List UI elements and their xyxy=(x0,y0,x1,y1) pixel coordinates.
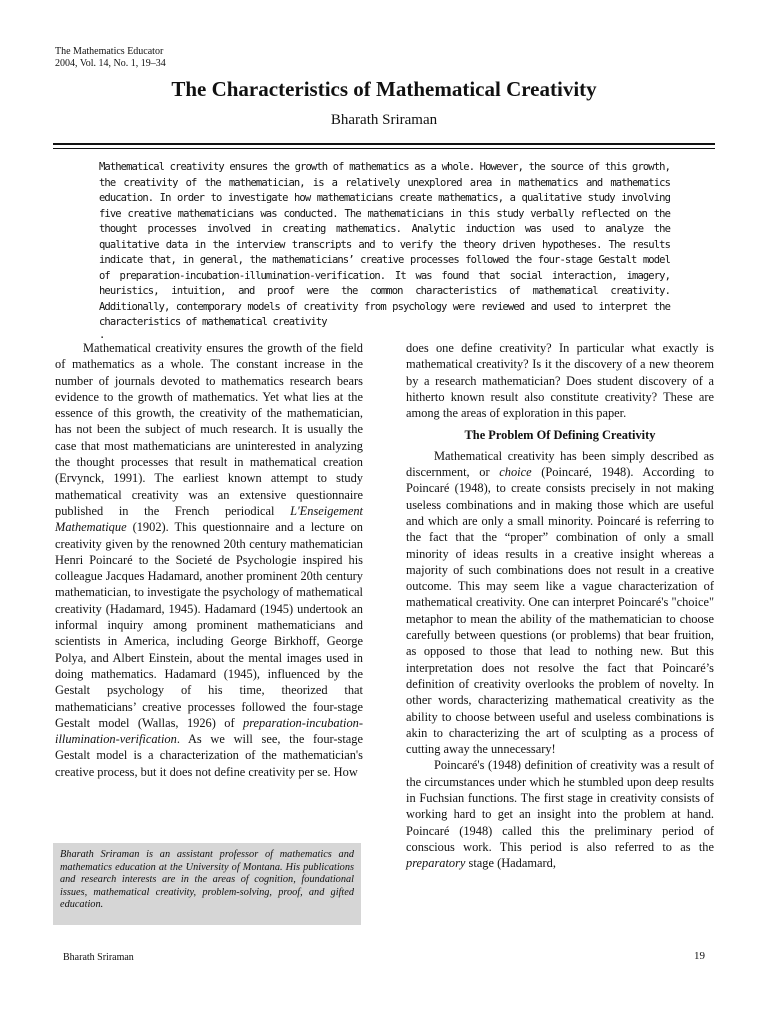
journal-header xyxy=(55,46,166,70)
journal-name: The Mathematics Educator xyxy=(55,46,164,57)
header-rule-thick xyxy=(53,143,715,145)
definition-text-a: Mathematical creativity has been simply described as discernment, or xyxy=(406,448,714,480)
definition-text-b: (Poincaré, 1948). According to Poincaré (1948), to create consists precisely in not making useless combinations and in making those which are useful and which are only a small minority. Poincaré is referring to the fact that the “proper” combination of only a small minority of ideas results in a creative insight whereas a majority of such combinations does not result in a creative outcome. This may seem like a vague characterization of mathematical creativity. One can interpret Poincaré's "choice" metaphor to mean the ability of the mathematician to choose carefully between questions (or problems) that bear fruition, as opposed to those that lead to nothing new. But this interpretation does not resolve the fact that Poincaré’s definition of creativity overlooks the problem of novelty. In other words, characterizing mathematical creativity as the ability to choose between useful and useless combinations is akin to characterizing the art of sculpting as a process of cutting away the unnecessary! xyxy=(406,465,714,757)
preparatory-term: preparatory xyxy=(406,856,466,871)
poincare-text-b: stage (Hadamard, xyxy=(465,856,556,871)
author-bio-box: Bharath Sriraman is an assistant professor of mathematics and mathematics education at the University of Montana. His publications and research interests are in the areas of cognition, foundational issues, mathematical creativity, problem-solving, proof, and gifted education. xyxy=(53,843,361,925)
article-author: Bharath Sriraman xyxy=(330,112,438,128)
continued-paragraph: does one define creativity? In particular what exactly is mathematical creativity? Is it the discovery of a new theorem by a research mathematician? Does student discovery of a hitherto known result also constitute creativity? These are among the areas of exploration in this paper. xyxy=(406,341,714,421)
left-column xyxy=(55,340,363,780)
section-heading: The Problem Of Defining Creativity xyxy=(464,428,656,443)
journal-citation: L'Enseigement Mathematique xyxy=(55,503,363,535)
right-column xyxy=(406,340,714,872)
poincare-text-a: Poincaré's (1948) definition of creativity was a result of the circumstances under which he stumbled upon deep results in Fuchsian functions. The first stage in creativity consists of working hard to get an insight into the problem at hand. Poincaré (1948) called this the preliminary period of conscious work. This period is also referred to as the xyxy=(406,758,714,854)
footer-author: Bharath Sriraman xyxy=(63,952,134,963)
gestalt-model-term: preparation-incubation-illumination-verification xyxy=(55,715,363,747)
abstract-trailing-dot: . xyxy=(99,328,105,341)
definition-paragraph xyxy=(406,448,714,758)
intro-paragraph xyxy=(55,340,363,780)
choice-term: choice xyxy=(499,465,532,480)
article-title: The Characteristics of Mathematical Creativity xyxy=(171,77,597,101)
page-number: 19 xyxy=(694,950,705,962)
journal-volume: 2004, Vol. 14, No. 1, 19–34 xyxy=(55,58,166,69)
intro-text-a: Mathematical creativity ensures the growth of the field of mathematics as a whole. The constant increase in the number of journals devoted to mathematics research bears evidence to the growth of mathematics. Yet what lies at the essence of this growth, the creativity of the mathematician, has not been the subject of much research. It is usually the case that most mathematicians are uninterested in analyzing the thought processes that result in mathematical creation (Ervynck, 1991). The earliest known attempt to study mathematical creativity was an extensive questionnaire published in the French periodical xyxy=(55,341,363,518)
header-rule-thin xyxy=(53,148,715,149)
abstract xyxy=(99,160,670,339)
poincare-paragraph xyxy=(406,757,714,871)
abstract-text: Mathematical creativity ensures the growth of mathematics as a whole. However, the source of this growth, the creativity of the mathematician, is a relatively unexplored area in mathematics and mathematics education. In order to investigate how mathematicians create mathematics, a qualitative study involving five creative mathematicians was conducted. The mathematicians in this study verbally reflected on the thought processes involved in creating mathematics. Analytic induction was used to analyze the qualitative data in the interview transcripts and to verify the theory driven hypotheses. The results indicate that, in general, the mathematicians’ creative processes followed the four-stage Gestalt model of preparation-incubation-illumination-verification. It was found that social interaction, imagery, heuristics, intuition, and proof were the common characteristics of mathematical creativity. Additionally, contemporary models of creativity from psychology were reviewed and used to interpret the characteristics of mathematical creativity xyxy=(99,161,670,328)
intro-text-b: (1902). This questionnaire and a lecture on creativity given by the renowned 20th century mathematician Henri Poincaré to the Societé de Psychologie inspired his colleague Jacques Hadamard, another prominent 20th century mathematician, to investigate the psychology of mathematical creativity (Hadamard, 1945). Hadamard (1945) undertook an informal inquiry among prominent mathematicians and scientists in America, including George Birkhoff, George Polya, and Albert Einstein, about the mental images used in doing mathematics. Hadamard (1945), influenced by the Gestalt psychology of his time, theorized that mathematicians’ creative processes followed the four-stage Gestalt model (Wallas, 1926) of xyxy=(55,520,363,730)
intro-text-c: . As we will see, the four-stage Gestalt model is a characterization of the mathematician's creative process, but it does not define creativity per se. How xyxy=(55,732,363,779)
